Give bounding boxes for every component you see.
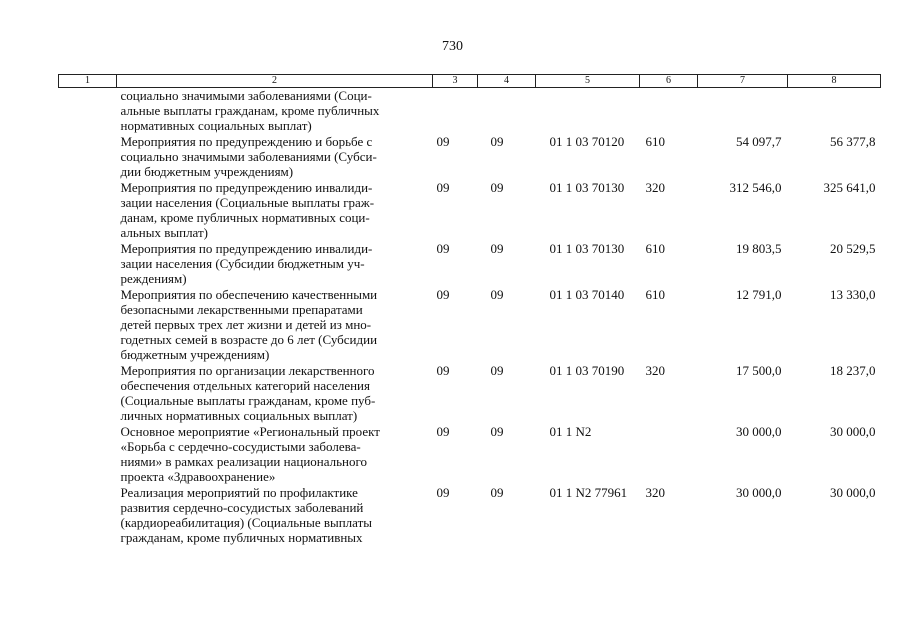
- row-amount-col7: 30 000,0: [736, 424, 782, 439]
- row-subsection: 09: [490, 485, 504, 500]
- column-number-header: [59, 75, 881, 88]
- row-expense-type: [640, 424, 698, 485]
- table-row: [59, 88, 881, 135]
- row-name: Мероприятия по обеспечению качественными безопасными лекарственными препаратами детей первых трех лет жизни и детей из мно- годетных семей в возрасте до 6 лет (Субсидии бюджетным учреждениям): [120, 287, 378, 362]
- row-section: 09: [436, 485, 450, 500]
- row-subsection: 09: [490, 424, 504, 439]
- row-amount-col8: 325 641,0: [823, 180, 876, 195]
- row-amount-col8: 56 377,8: [830, 134, 876, 149]
- table-row: [59, 287, 881, 363]
- table-row: [59, 424, 881, 485]
- row-amount-col8: 30 000,0: [830, 424, 876, 439]
- row-amount-col7: 12 791,0: [736, 287, 782, 302]
- header-cell: 6: [640, 75, 698, 88]
- row-amount-col8: [788, 88, 881, 135]
- table-row: [59, 134, 881, 180]
- row-amount-col7: 19 803,5: [736, 241, 782, 256]
- row-expense-type: 320: [645, 180, 665, 195]
- row-amount-col8: 20 529,5: [830, 241, 876, 256]
- row-target-code: 01 1 N2: [549, 424, 592, 439]
- row-name: Мероприятия по организации лекарственного обеспечения отдельных категорий населения (Социальные выплаты гражданам, кроме пуб- личных нормативных социальных выплат): [120, 363, 376, 423]
- header-cell: 1: [59, 75, 117, 88]
- row-expense-type: 320: [645, 363, 665, 378]
- row-name: Мероприятия по предупреждению инвалиди- зации населения (Субсидии бюджетным уч- реждениям): [120, 241, 373, 286]
- row-expense-type: [640, 88, 698, 135]
- row-amount-col7: 30 000,0: [736, 485, 782, 500]
- row-amount-col7: [698, 88, 788, 135]
- row-expense-type: 320: [645, 485, 665, 500]
- header-cell: 8: [788, 75, 881, 88]
- row-empty-col1: [59, 88, 117, 135]
- row-subsection: 09: [490, 241, 504, 256]
- row-amount-col7: 312 546,0: [729, 180, 782, 195]
- row-amount-col8: 18 237,0: [830, 363, 876, 378]
- table-row: [59, 363, 881, 424]
- row-name: Основное мероприятие «Региональный проект «Борьба с сердечно-сосудистыми заболева- ниями» в рамках реализации национального проекта «Здравоохранение»: [120, 424, 380, 484]
- row-subsection: 09: [490, 180, 504, 195]
- row-target-code: 01 1 03 70140: [549, 287, 625, 302]
- header-cell: 2: [117, 75, 433, 88]
- row-empty-col1: [59, 287, 117, 363]
- row-empty-col1: [59, 424, 117, 485]
- header-cell: 3: [433, 75, 478, 88]
- header-cell: 4: [478, 75, 536, 88]
- row-amount-col7: 17 500,0: [736, 363, 782, 378]
- row-empty-col1: [59, 241, 117, 287]
- budget-table: [58, 74, 881, 546]
- row-target-code: 01 1 03 70130: [549, 180, 625, 195]
- row-subsection: 09: [490, 134, 504, 149]
- header-cell: 5: [536, 75, 640, 88]
- row-target-code: [536, 88, 640, 135]
- row-subsection: [478, 88, 536, 135]
- row-section: 09: [436, 424, 450, 439]
- row-amount-col8: 30 000,0: [830, 485, 876, 500]
- row-target-code: 01 1 03 70130: [549, 241, 625, 256]
- row-empty-col1: [59, 134, 117, 180]
- table-row: [59, 241, 881, 287]
- row-section: 09: [436, 180, 450, 195]
- row-name: Мероприятия по предупреждению инвалиди- зации населения (Социальные выплаты граж- данам, кроме публичных нормативных соци- альных выплат): [120, 180, 375, 240]
- row-target-code: 01 1 03 70190: [549, 363, 625, 378]
- row-target-code: 01 1 N2 77961: [549, 485, 628, 500]
- row-target-code: 01 1 03 70120: [549, 134, 625, 149]
- table-row: [59, 485, 881, 546]
- row-expense-type: 610: [645, 134, 665, 149]
- row-expense-type: 610: [645, 241, 665, 256]
- row-section: 09: [436, 241, 450, 256]
- row-name: Реализация мероприятий по профилактике развития сердечно-сосудистых заболеваний (кардиореабилитация) (Социальные выплаты гражданам, кроме публичных нормативных: [120, 485, 373, 545]
- row-amount-col8: 13 330,0: [830, 287, 876, 302]
- row-name: Мероприятия по предупреждению и борьбе с социально значимыми заболеваниями (Субси- дии бюджетным учреждениям): [120, 134, 377, 179]
- row-section: [433, 88, 478, 135]
- row-empty-col1: [59, 485, 117, 546]
- row-section: 09: [436, 287, 450, 302]
- page-number: 730: [442, 39, 463, 54]
- header-cell: 7: [698, 75, 788, 88]
- row-empty-col1: [59, 180, 117, 241]
- row-name: социально значимыми заболеваниями (Соци- альные выплаты гражданам, кроме публичных нормативных социальных выплат): [120, 88, 380, 133]
- row-subsection: 09: [490, 287, 504, 302]
- row-subsection: 09: [490, 363, 504, 378]
- row-section: 09: [436, 134, 450, 149]
- row-expense-type: 610: [645, 287, 665, 302]
- row-section: 09: [436, 363, 450, 378]
- row-empty-col1: [59, 363, 117, 424]
- table-row: [59, 180, 881, 241]
- row-amount-col7: 54 097,7: [736, 134, 782, 149]
